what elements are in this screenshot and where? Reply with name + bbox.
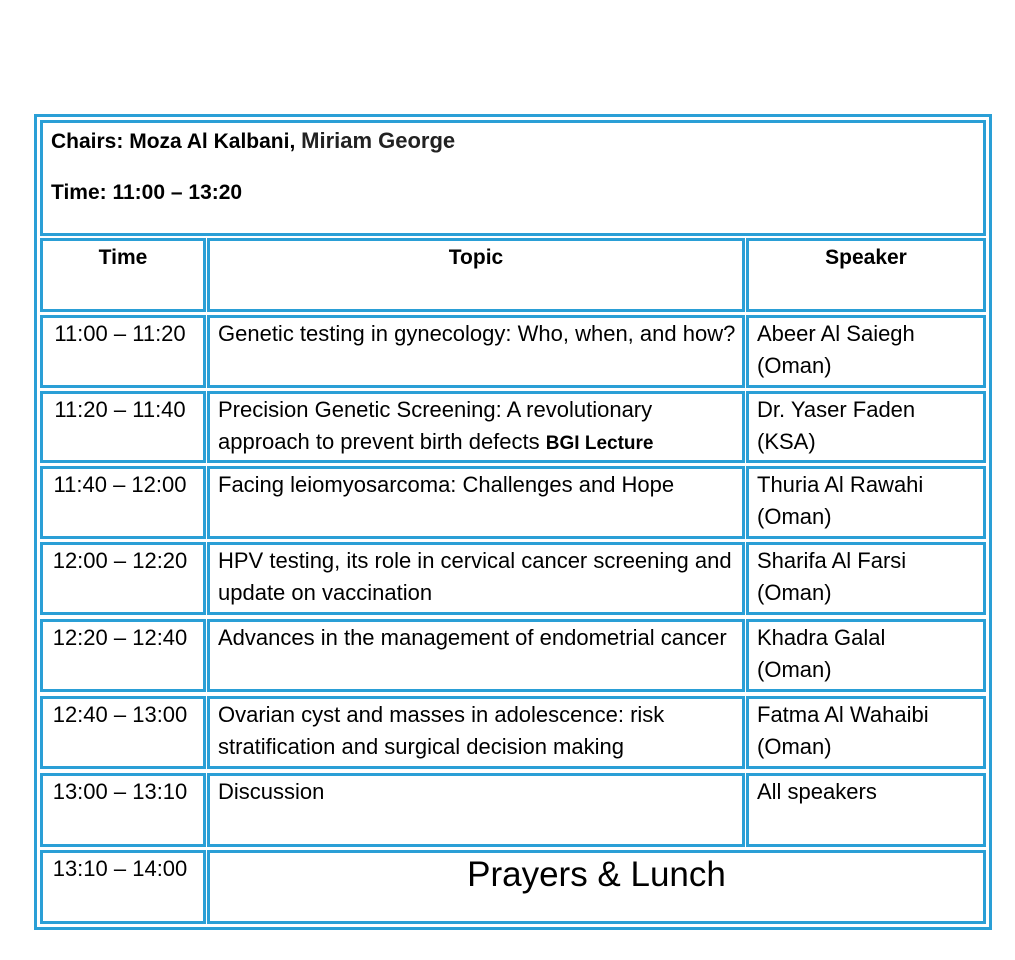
topic-text: Precision Genetic Screening: A revolutionary approach to prevent birth defects bbox=[218, 397, 653, 454]
chairs-line bbox=[51, 126, 455, 157]
row-1-speaker bbox=[746, 315, 986, 388]
row-8-time: 13:10 – 14:00 bbox=[40, 850, 206, 924]
row-6-time: 12:40 – 13:00 bbox=[40, 696, 206, 769]
speaker-name: Abeer Al Saiegh bbox=[757, 321, 915, 346]
session-info-box bbox=[40, 120, 986, 236]
header-speaker: Speaker bbox=[746, 238, 986, 312]
row-1-topic: Genetic testing in gynecology: Who, when, and how? bbox=[207, 315, 745, 388]
row-4-speaker bbox=[746, 542, 986, 615]
header-topic: Topic bbox=[207, 238, 745, 312]
speaker-country: (Oman) bbox=[757, 504, 832, 529]
lecture-tag: BGI Lecture bbox=[545, 433, 654, 454]
speaker-name: Dr. Yaser Faden bbox=[757, 397, 916, 422]
speaker-country: (KSA) bbox=[757, 429, 816, 454]
row-6-speaker bbox=[746, 696, 986, 769]
speaker-name: Thuria Al Rawahi bbox=[757, 472, 924, 497]
speaker-country: (Oman) bbox=[757, 734, 832, 759]
row-3-speaker bbox=[746, 466, 986, 539]
speaker-country: (Oman) bbox=[757, 580, 832, 605]
row-7-speaker bbox=[746, 773, 986, 847]
row-5-time: 12:20 – 12:40 bbox=[40, 619, 206, 692]
row-7-time: 13:00 – 13:10 bbox=[40, 773, 206, 847]
row-6-topic: Ovarian cyst and masses in adolescence: risk stratification and surgical decision making bbox=[207, 696, 745, 769]
row-2-time: 11:20 – 11:40 bbox=[40, 391, 206, 463]
time-value: 11:00 – 13:20 bbox=[112, 181, 243, 204]
row-5-topic: Advances in the management of endometrial cancer bbox=[207, 619, 745, 692]
header-time: Time bbox=[40, 238, 206, 312]
row-4-time: 12:00 – 12:20 bbox=[40, 542, 206, 615]
speaker-name: All speakers bbox=[757, 779, 877, 804]
lunch-break: Prayers & Lunch bbox=[207, 850, 986, 924]
row-3-time: 11:40 – 12:00 bbox=[40, 466, 206, 539]
session-time-line bbox=[51, 178, 242, 208]
speaker-name: Fatma Al Wahaibi bbox=[757, 702, 929, 727]
row-2-topic bbox=[207, 391, 745, 463]
row-2-speaker bbox=[746, 391, 986, 463]
row-1-time: 11:00 – 11:20 bbox=[40, 315, 206, 388]
speaker-name: Sharifa Al Farsi bbox=[757, 548, 907, 573]
time-label: Time: bbox=[51, 181, 107, 204]
chair-name-1: Moza Al Kalbani, bbox=[129, 130, 296, 153]
chairs-label: Chairs: bbox=[51, 130, 124, 153]
chair-name-2: Miriam George bbox=[301, 128, 456, 153]
speaker-name: Khadra Galal bbox=[757, 625, 886, 650]
row-7-topic: Discussion bbox=[207, 773, 745, 847]
row-5-speaker bbox=[746, 619, 986, 692]
speaker-country: (Oman) bbox=[757, 353, 832, 378]
speaker-country: (Oman) bbox=[757, 657, 832, 682]
row-4-topic: HPV testing, its role in cervical cancer screening and update on vaccination bbox=[207, 542, 745, 615]
row-3-topic: Facing leiomyosarcoma: Challenges and Hope bbox=[207, 466, 745, 539]
